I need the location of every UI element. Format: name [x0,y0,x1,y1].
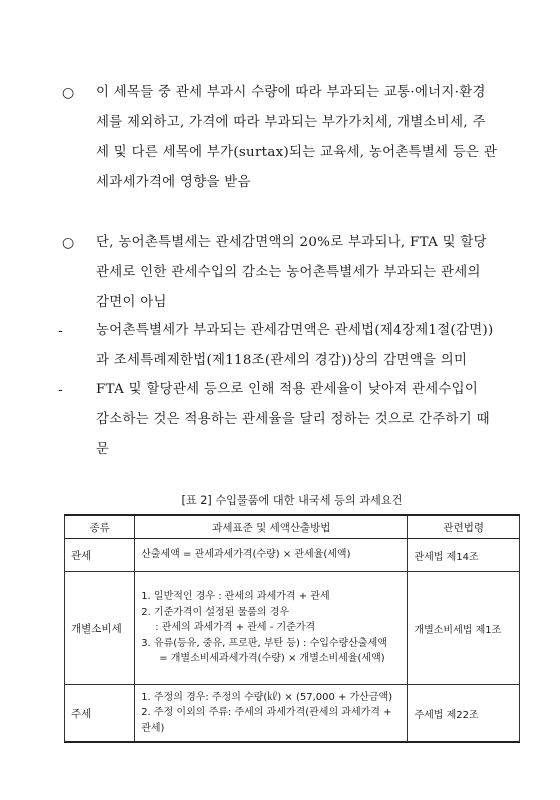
dash-bullet: - [58,323,63,339]
cell-law: 관세법 제14조 [408,539,520,572]
paragraph-surtax [62,78,514,198]
header-type: 종류 [65,515,135,539]
header-law: 관련법령 [408,515,520,539]
paragraph-rural-tax [62,228,514,318]
dash-line: FTA 및 할당관세 등으로 인해 적용 관세율이 낮아져 관세수입이 [96,382,479,397]
paragraph-line: 세를 제외하고, 가격에 따라 부과되는 부가가치세, 개별소비세, 주 [96,115,486,130]
rule-line: = 개별소비세과세가격(수량) × 개별소비세율(세액) [159,653,385,665]
table-row [65,572,520,685]
paragraph-line: 감면이 아님 [96,295,167,310]
dash-line: 과 조세특례제한법(제118조(관세의 경감))상의 감면액을 의미 [96,353,468,368]
dash-item-reduction [58,316,514,376]
table-row [65,539,520,572]
tax-requirements-table [64,514,520,743]
paragraph-line: 세 및 다른 세목에 부가(surtax)되는 교육세, 농어촌특별세 등은 관 [96,145,498,160]
cell-type: 주세 [65,685,135,743]
circle-bullet: ○ [62,85,75,101]
dash-line: 감소하는 것은 적용하는 관세율을 달리 정하는 것으로 간주하기 때 [96,412,490,427]
cell-type: 개별소비세 [65,572,135,685]
cell-rule [135,539,408,572]
dash-line: 농어촌특별세가 부과되는 관세감면액은 관세법(제4장제1절(감면)) [96,323,494,338]
rule-line: 1. 주정의 경우: 주정의 수량(㎘) × (57,000 + 가산금액) [141,691,393,703]
rule-line: 산출세액 = 관세과세가격(수량) × 관세율(세액) [141,549,351,561]
dash-bullet: - [58,382,63,398]
paragraph-line: 세과세가격에 영향을 받음 [96,175,251,190]
rule-line: : 관세의 과세가격 + 관세 - 기준가격 [155,622,316,634]
dash-line: 문 [96,442,110,457]
table-header-row [65,515,520,539]
cell-rule [135,572,408,685]
paragraph-line: 관세로 인한 관세수입의 감소는 농어촌특별세가 부과되는 관세의 [96,265,481,280]
dash-item-fta [58,375,514,465]
paragraph-line: 단, 농어촌특별세는 관세감면액의 20%로 부과되나, FTA 및 할당 [96,235,487,250]
rule-line: 1. 일반적인 경우 : 관세의 과세가격 + 관세 [141,591,330,603]
rule-line: 3. 유류(등유, 중유, 프로판, 부탄 등) : 수입수량산출세액 [141,637,387,649]
header-rule: 과세표준 및 세액산출방법 [135,515,408,539]
cell-law: 개별소비세법 제1조 [408,572,520,685]
rule-line: 2. 기준가격이 설정된 물품의 경우 [141,606,290,618]
table-title: [표 2] 수입물품에 대한 내국세 등의 과세요건 [181,494,403,507]
table-row [65,685,520,743]
rule-line: 2. 주정 이외의 주류: 주세의 과세가격(관세의 과세가격 + 관세) [141,707,392,734]
cell-type: 관세 [65,539,135,572]
cell-law: 주세법 제22조 [408,685,520,743]
circle-bullet: ○ [62,235,75,251]
cell-rule [135,685,408,743]
paragraph-line: 이 세목들 중 관세 부과시 수량에 따라 부과되는 교통·에너지·환경 [96,85,486,100]
